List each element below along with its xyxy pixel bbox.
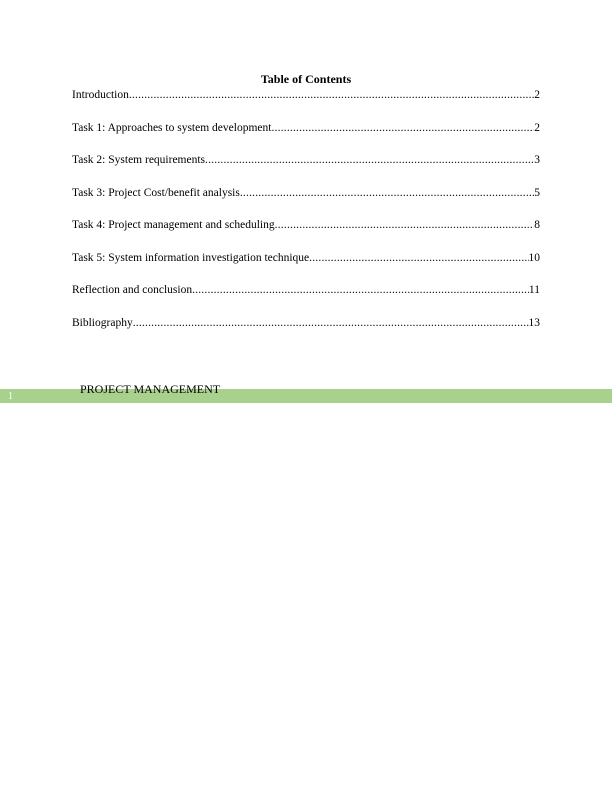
- toc-entry-label: Reflection and conclusion: [72, 284, 193, 296]
- toc-entry-label: Task 3: Project Cost/benefit analysis: [72, 186, 240, 199]
- toc-entry-introduction[interactable]: [72, 88, 540, 102]
- toc-entry-page: 8: [534, 219, 540, 231]
- running-header: PROJECT MANAGEMENT: [80, 382, 221, 396]
- toc-leader-dots: [192, 283, 529, 297]
- toc-title: Table of Contents: [260, 72, 352, 86]
- toc-entry-label: Introduction: [72, 89, 129, 101]
- toc-entry-task-1[interactable]: [72, 121, 540, 135]
- page-number: 1: [8, 391, 13, 402]
- toc-leader-dots: [275, 218, 535, 232]
- toc-entry-label: Task 4: Project management and scheduling: [72, 219, 275, 231]
- toc-list: [72, 88, 540, 348]
- toc-entry-task-3[interactable]: [72, 186, 540, 200]
- toc-leader-dots: [133, 316, 529, 330]
- toc-entry-page: 3: [534, 154, 540, 166]
- toc-entry-label: Task 5: System information investigation technique: [72, 251, 310, 264]
- toc-entry-reflection[interactable]: [72, 283, 540, 297]
- toc-leader-dots: [271, 121, 534, 135]
- toc-entry-task-4[interactable]: [72, 218, 540, 232]
- toc-entry-page: 2: [534, 121, 540, 134]
- toc-entry-task-2[interactable]: [72, 153, 540, 167]
- toc-entry-bibliography[interactable]: [72, 316, 540, 330]
- toc-entry-page: 5: [534, 186, 540, 199]
- toc-entry-page: 13: [528, 316, 540, 329]
- toc-entry-page: 11: [528, 284, 540, 296]
- toc-entry-task-5[interactable]: [72, 251, 540, 265]
- toc-leader-dots: [309, 251, 528, 265]
- toc-leader-dots: [129, 88, 534, 102]
- toc-entry-label: Bibliography: [72, 316, 133, 329]
- toc-entry-page: 2: [534, 89, 540, 101]
- toc-entry-label: Task 1: Approaches to system development: [72, 121, 272, 134]
- toc-leader-dots: [240, 186, 534, 200]
- toc-entry-label: Task 2: System requirements: [72, 154, 206, 166]
- toc-entry-page: 10: [528, 251, 540, 264]
- toc-leader-dots: [205, 153, 534, 167]
